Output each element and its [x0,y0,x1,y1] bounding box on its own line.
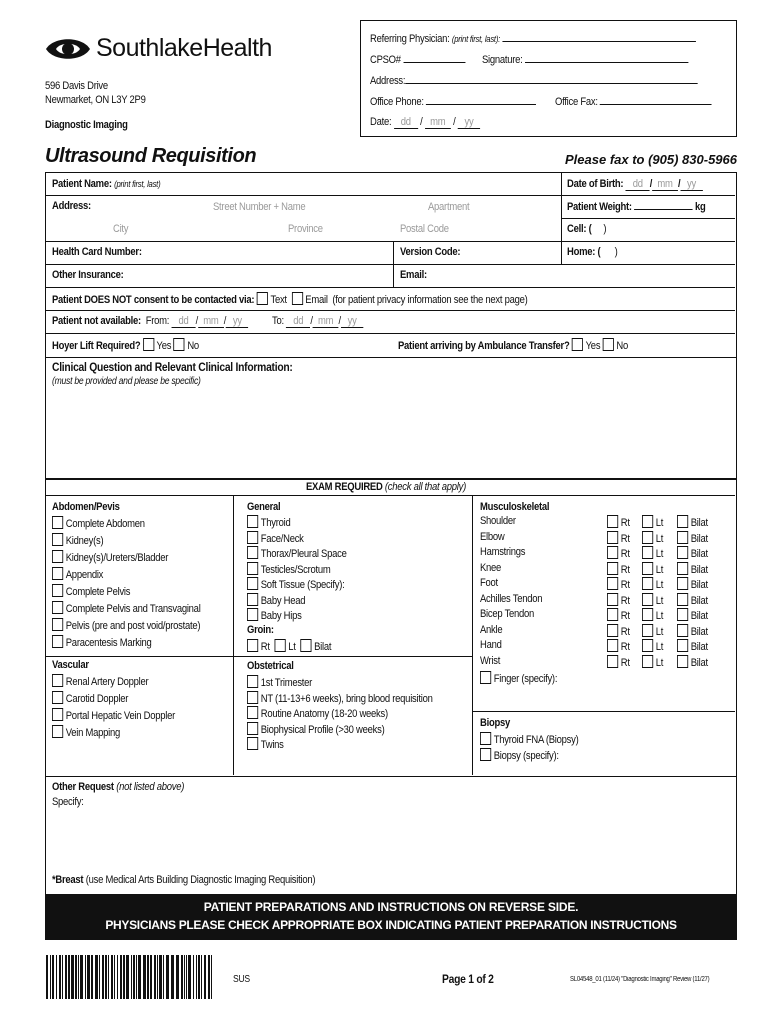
barcode-bar [143,955,146,999]
musculo-label: Ankle [480,623,503,636]
musculo-bilat-checkbox[interactable] [677,562,688,575]
musculo-lt-option: Lt [642,624,663,638]
signature-field[interactable]: Signature: [482,54,688,66]
musculo-rt-option: Rt [607,608,630,622]
eye-logo-icon [44,34,92,64]
general-label: Soft Tissue (Specify): [260,579,345,591]
musculo-rt-checkbox[interactable] [607,608,618,621]
barcode-bar [211,955,212,999]
general-label: Thorax/Pleural Space [260,548,347,560]
abdomen-checkbox[interactable] [52,550,63,563]
province-hint: Province [288,223,323,235]
ambulance-no-checkbox[interactable] [603,338,614,351]
musculo-lt-checkbox[interactable] [642,593,653,606]
musculo-row [480,577,730,592]
obstetrical-item [247,691,433,707]
email-field[interactable]: Email: [400,269,427,281]
biopsy-item [480,748,559,764]
barcode-bar [198,955,200,999]
musculo-lt-option: Lt [642,515,663,529]
vascular-checkbox[interactable] [52,708,63,721]
musculo-row [480,515,730,530]
general-title: General [247,501,281,513]
general-item [247,608,302,624]
musculo-lt-option: Lt [642,531,663,545]
general-item [247,531,304,547]
musculo-label: Wrist [480,654,501,667]
abdomen-label: Complete Pelvis and Transvaginal [65,603,201,615]
musculo-rt-checkbox[interactable] [607,531,618,544]
musculo-lt-checkbox[interactable] [642,624,653,637]
vascular-item [52,674,148,690]
abdomen-item [52,584,130,600]
hoyer-lift-row: Hoyer Lift Required? Yes No [52,340,199,352]
ambulance-yes-checkbox[interactable] [572,338,583,351]
department: Diagnostic Imaging [45,119,128,131]
musculo-lt-checkbox[interactable] [642,655,653,668]
musculo-rt-option: Rt [607,639,630,653]
musculo-row [480,593,730,608]
barcode-bar [75,955,77,999]
finger-checkbox[interactable] [480,671,491,684]
barcode-bar [147,955,149,999]
vascular-label: Renal Artery Doppler [65,676,149,688]
groin-bilat-checkbox[interactable] [300,639,311,652]
general-checkbox[interactable] [247,546,258,559]
consent-text-checkbox[interactable] [257,292,268,305]
patient-info-box [45,172,737,358]
obstetrical-label: Routine Anatomy (18-20 weeks) [260,708,388,720]
barcode-bar [184,955,185,999]
abdomen-label: Complete Pelvis [65,586,131,598]
postal-hint: Postal Code [400,223,449,235]
barcode-bar [204,955,206,999]
barcode-bar [163,955,164,999]
musculo-lt-checkbox[interactable] [642,608,653,621]
musculo-rt-option: Rt [607,546,630,560]
musculo-lt-checkbox[interactable] [642,531,653,544]
musculo-lt-checkbox[interactable] [642,546,653,559]
barcode-bar [105,955,107,999]
logo-text: SouthlakeHealth [96,34,272,62]
musculo-rt-option: Rt [607,624,630,638]
barcode-bar [138,955,141,999]
musculo-label: Achilles Tendon [480,592,543,605]
general-label: Testicles/Scrotum [260,563,331,576]
general-label: Thyroid [260,517,291,529]
musculo-label: Hand [480,639,502,651]
banner-line1: PATIENT PREPARATIONS AND INSTRUCTIONS ON REVERSE SIDE. [203,900,579,914]
banner-line2: PHYSICIANS PLEASE CHECK APPROPRIATE BOX INDICATING PATIENT PREPARATION INSTRUCTIONS [105,918,677,932]
musculo-bilat-checkbox[interactable] [677,515,688,528]
barcode-bar [68,955,70,999]
vascular-item [52,725,120,741]
exam-header: EXAM REQUIRED (check all that apply) [306,481,467,493]
general-checkbox[interactable] [247,531,258,544]
barcode-bar [131,955,132,999]
musculo-bilat-checkbox[interactable] [677,593,688,606]
biopsy-checkbox[interactable] [480,748,491,761]
obstetrical-checkbox[interactable] [247,691,258,704]
obstetrical-checkbox[interactable] [247,737,258,750]
musculo-row [480,562,730,577]
vascular-label: Carotid Doppler [65,693,129,705]
obstetrical-item [247,737,284,753]
barcode-bar [80,955,83,999]
musculo-rt-checkbox[interactable] [607,639,618,652]
barcode-bar [176,955,179,999]
not-available-row[interactable]: Patient not available: From: dd / mm / yy To: dd / mm / yy [52,315,363,328]
barcode-bar [78,955,79,999]
barcode-bar [111,955,113,999]
vascular-title: Vascular [52,659,89,671]
biopsy-title: Biopsy [480,717,510,729]
barcode-bar [133,955,135,999]
musculo-bilat-checkbox[interactable] [677,655,688,668]
abdomen-label: Appendix [65,569,104,581]
abdomen-title: Abdomen/Pevis [52,501,120,513]
general-label: Baby Head [260,594,306,607]
obstetrical-label: NT (11-13+6 weeks), bring blood requisition [260,692,433,705]
barcode-bar [108,955,109,999]
musculo-row [480,546,730,561]
barcode-bar [166,955,169,999]
musculo-rt-checkbox[interactable] [607,655,618,668]
vascular-checkbox[interactable] [52,674,63,687]
abdomen-label: Complete Abdomen [65,518,145,530]
barcode-bar [59,955,61,999]
abdomen-item [52,533,103,549]
barcode-bar [95,955,98,999]
groin-row: Rt Lt Bilat [247,639,331,653]
general-checkbox[interactable] [247,577,258,590]
weight-field[interactable]: Patient Weight: kg [567,201,706,213]
referring-physician-field[interactable]: Referring Physician: (print first, last): [370,33,696,45]
musculo-rt-option: Rt [607,531,630,545]
barcode-bar [181,955,183,999]
vascular-item [52,691,128,707]
musculo-rt-checkbox[interactable] [607,593,618,606]
general-checkbox[interactable] [247,608,258,621]
obstetrical-label: 1st Trimester [260,677,313,689]
barcode-bar [85,955,86,999]
musculo-rt-option: Rt [607,562,630,576]
abdomen-checkbox[interactable] [52,601,63,614]
musculo-rt-option: Rt [607,593,630,607]
barcode-bar [102,955,104,999]
musculo-bilat-checkbox[interactable] [677,639,688,652]
office-fax-field[interactable]: Office Fax: [555,96,712,108]
musculo-bilat-option: Bilat [677,562,708,576]
abdomen-checkbox[interactable] [52,516,63,529]
other-request-title: Other Request (not listed above) [52,781,185,793]
general-item [247,562,331,578]
musculo-title: Musculoskeletal [480,501,550,513]
hoyer-no-checkbox[interactable] [174,338,185,351]
logo [44,32,314,66]
cell-field[interactable]: Cell: ( ) [567,223,607,235]
musculo-bilat-checkbox[interactable] [677,531,688,544]
biopsy-label: Biopsy (specify): [493,750,559,762]
general-item [247,593,305,609]
musculo-lt-option: Lt [642,608,663,622]
musculo-label: Foot [480,577,498,589]
general-checkbox[interactable] [247,593,258,606]
barcode-bar [123,955,125,999]
abdomen-item [52,516,145,532]
footer-code: SUS [233,974,250,985]
home-phone-field[interactable]: Home: ( ) [567,246,618,258]
fax-number: Please fax to (905) 830-5966 [565,152,737,167]
musculo-rt-option: Rt [607,655,630,669]
barcode-bar [52,955,54,999]
groin-label: Groin: [247,624,274,636]
musculo-lt-checkbox[interactable] [642,515,653,528]
musculo-lt-option: Lt [642,546,663,560]
physician-address-field[interactable]: Address: [370,75,698,87]
musculo-rt-checkbox[interactable] [607,515,618,528]
general-item [247,515,291,531]
abdomen-label: Pelvis (pre and post void/prostate) [65,620,201,632]
vascular-checkbox[interactable] [52,725,63,738]
musculo-lt-checkbox[interactable] [642,639,653,652]
obstetrical-item [247,706,388,722]
abdomen-item [52,550,168,566]
barcode-bar [157,955,158,999]
form-title: Ultrasound Requisition [45,145,257,167]
groin-rt-checkbox[interactable] [247,639,258,652]
barcode-bar [201,955,202,999]
consent-row: Patient DOES NOT consent to be contacted via: Text Email (for patient privacy information see the next page) [52,294,528,306]
barcode-bar [120,955,122,999]
musculo-rt-checkbox[interactable] [607,577,618,590]
patient-name-field[interactable]: Patient Name: (print first, last) [52,178,161,190]
barcode-bar [117,955,118,999]
hoyer-yes-checkbox[interactable] [143,338,154,351]
consent-email-checkbox[interactable] [292,292,303,305]
abdomen-item [52,601,201,617]
barcode-bar [196,955,197,999]
musculo-bilat-option: Bilat [677,655,708,669]
barcode-bar [65,955,67,999]
musculo-bilat-option: Bilat [677,531,708,545]
barcode-bar [99,955,100,999]
musculo-bilat-option: Bilat [677,593,708,607]
abdomen-checkbox[interactable] [52,567,63,580]
barcode-bar [114,955,115,999]
abdomen-item [52,567,103,583]
abdomen-label: Kidney(s)/Ureters/Bladder [65,552,169,564]
breast-note: *Breast (use Medical Arts Building Diagnostic Imaging Requisition) [52,874,316,886]
musculo-label: Bicep Tendon [480,608,535,620]
obstetrical-title: Obstetrical [247,660,294,672]
barcode-bar [87,955,90,999]
barcode-bar [188,955,191,999]
musculo-lt-option: Lt [642,562,663,576]
street-hint: Street Number + Name [213,201,306,213]
barcode-bar [159,955,162,999]
cpso-field[interactable]: CPSO# [370,54,465,66]
musculo-label: Shoulder [480,515,516,527]
barcode-bar [154,955,156,999]
other-specify: Specify: [52,796,84,808]
musculo-bilat-option: Bilat [677,608,708,622]
hospital-address-line1: 596 Davis Drive [45,80,108,92]
barcode [46,955,216,999]
musculo-lt-option: Lt [642,577,663,591]
abdomen-label: Paracentesis Marking [65,637,152,649]
musculo-lt-option: Lt [642,639,663,653]
barcode-bar [186,955,187,999]
biopsy-item [480,732,578,748]
musculo-rt-checkbox[interactable] [607,546,618,559]
vascular-label: Vein Mapping [65,727,120,739]
musculo-bilat-checkbox[interactable] [677,577,688,590]
musculo-row [480,655,730,670]
form-code: SL04548_01 (11/24) "Diagnostic Imaging" Review (11/27) [570,976,710,983]
musculo-rt-checkbox[interactable] [607,624,618,637]
page-number: Page 1 of 2 [442,972,494,986]
biopsy-label: Thyroid FNA (Biopsy) [493,734,579,746]
musculo-bilat-option: Bilat [677,577,708,591]
hospital-address-line2: Newmarket, ON L3Y 2P9 [45,94,146,106]
office-phone-field[interactable]: Office Phone: [370,96,536,108]
barcode-bar [193,955,194,999]
barcode-bar [50,955,51,999]
musculo-row [480,624,730,639]
vascular-label: Portal Hepatic Vein Doppler [65,710,176,722]
ambulance-row: Patient arriving by Ambulance Transfer? Yes No [398,340,629,352]
musculo-bilat-option: Bilat [677,624,708,638]
musculo-rt-option: Rt [607,515,630,529]
finger-row: Finger (specify): [480,671,557,685]
musculo-bilat-option: Bilat [677,515,708,529]
abdomen-checkbox[interactable] [52,584,63,597]
musculo-bilat-option: Bilat [677,546,708,560]
barcode-bar [136,955,137,999]
barcode-bar [46,955,48,999]
musculo-rt-option: Rt [607,577,630,591]
city-hint: City [113,223,129,235]
clinical-title: Clinical Question and Relevant Clinical Information: [52,360,293,374]
general-checkbox[interactable] [247,562,258,575]
health-card-field[interactable]: Health Card Number: [52,246,142,258]
barcode-bar [91,955,93,999]
musculo-row [480,531,730,546]
musculo-bilat-checkbox[interactable] [677,546,688,559]
musculo-label: Elbow [480,530,505,543]
vascular-checkbox[interactable] [52,691,63,704]
obstetrical-item [247,722,384,738]
barcode-bar [171,955,174,999]
clinical-note: (must be provided and please be specific) [52,376,201,387]
referral-date-field[interactable]: Date: dd / mm / yy [370,116,480,129]
musculo-label: Hamstrings [480,546,526,558]
musculo-bilat-checkbox[interactable] [677,608,688,621]
barcode-bar [71,955,74,999]
general-item [247,546,347,562]
barcode-bar [56,955,57,999]
obstetrical-checkbox[interactable] [247,706,258,719]
abdomen-checkbox[interactable] [52,635,63,648]
barcode-bar [126,955,129,999]
apartment-hint: Apartment [428,201,470,213]
musculo-lt-checkbox[interactable] [642,562,653,575]
dob-field[interactable]: Date of Birth: dd / mm / yy [567,178,703,191]
obstetrical-label: Twins [260,739,284,751]
barcode-bar [150,955,152,999]
patient-address-label[interactable]: Address: [52,200,91,212]
barcode-bar [62,955,63,999]
instructions-banner [45,894,737,940]
musculo-lt-option: Lt [642,655,663,669]
musculo-lt-checkbox[interactable] [642,577,653,590]
obstetrical-checkbox[interactable] [247,675,258,688]
obstetrical-checkbox[interactable] [247,722,258,735]
musculo-lt-option: Lt [642,593,663,607]
general-item [247,577,344,593]
musculo-row [480,608,730,623]
abdomen-checkbox[interactable] [52,533,63,546]
biopsy-checkbox[interactable] [480,732,491,745]
musculo-bilat-option: Bilat [677,639,708,653]
vascular-item [52,708,175,724]
version-code-field[interactable]: Version Code: [400,246,461,258]
general-label: Face/Neck [260,532,304,545]
abdomen-item [52,618,200,634]
musculo-bilat-checkbox[interactable] [677,624,688,637]
obstetrical-item [247,675,312,691]
musculo-row [480,639,730,654]
obstetrical-label: Biophysical Profile (>30 weeks) [260,723,385,736]
musculo-label: Knee [480,561,502,574]
musculo-rt-checkbox[interactable] [607,562,618,575]
abdomen-checkbox[interactable] [52,618,63,631]
abdomen-label: Kidney(s) [65,535,104,547]
insurance-field[interactable]: Other Insurance: [52,269,124,281]
general-label: Baby Hips [260,610,302,622]
abdomen-item [52,635,152,651]
groin-lt-checkbox[interactable] [274,639,285,652]
general-checkbox[interactable] [247,515,258,528]
barcode-bar [208,955,210,999]
